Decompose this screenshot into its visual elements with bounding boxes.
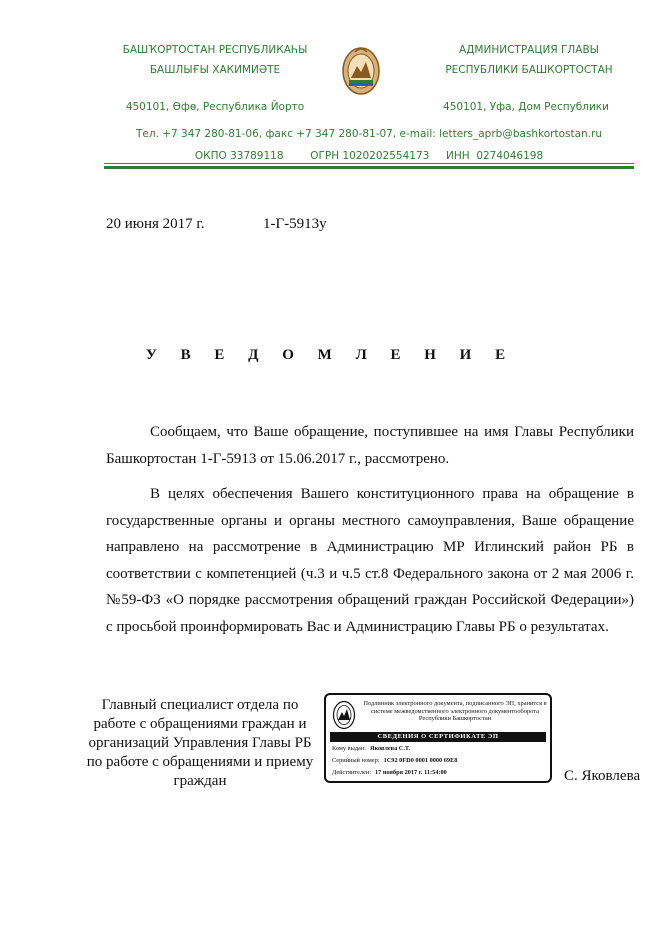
letterhead-codes: ОКПО 33789118 ОГРН 1020202554173 ИНН 0274046198 <box>194 150 544 162</box>
letterhead-left-line1: БАШҠОРТОСТАН РЕСПУБЛИКАҺЫ <box>122 44 308 56</box>
stamp-valid <box>332 769 447 777</box>
body-paragraph-1: Сообщаем, что Ваше обращение, поступившее на имя Главы Республики Башкортостан 1-Г-5913 от 15.06.2017 г., рассмотрено. <box>106 424 634 467</box>
letterhead-right-address: 450101, Уфа, Дом Республики <box>443 101 609 113</box>
letterhead-left-address: 450101, Өфө, Республика Йорто <box>125 101 305 113</box>
bashkortostan-emblem-icon <box>341 44 381 96</box>
document-body <box>106 419 634 649</box>
stamp-serial <box>332 757 457 765</box>
stamp-serial-value: 1С92 0FD0 0001 0000 69E8 <box>383 757 458 764</box>
body-paragraph-2: В целях обеспечения Вашего конституционного права на обращение в государственные органы и органы местного самоуправления, Ваше обращение направлено на рассмотрение в Администрацию МР Иглинский район РБ в соответствии с компетенцией (ч.3 и ч.5 ст.8 Федерального закона от 2 мая 2006 г. №59-ФЗ «О порядке рассмотрения обращений граждан Российской Федерации») с просьбой проинформировать Вас и Администрацию Главы РБ о результатах. <box>106 486 634 635</box>
electronic-signature-stamp <box>324 693 552 783</box>
document-title: У В Е Д О М Л Е Н И Е <box>145 347 516 363</box>
stamp-valid-label: Действителен: <box>332 769 372 776</box>
stamp-valid-value: 17 ноября 2017 г. 11:54:00 <box>375 769 447 776</box>
stamp-issued-to <box>332 745 410 753</box>
stamp-serial-label: Серийный номер: <box>332 757 380 764</box>
stamp-issued-to-label: Кому выдан: <box>332 745 366 752</box>
stamp-issued-to-value: Яковлева С.Т. <box>369 745 411 752</box>
letterhead-right-line2: РЕСПУБЛИКИ БАШКОРТОСТАН <box>445 64 613 76</box>
signer-name: С. Яковлева <box>564 768 641 784</box>
letterhead-divider-thick <box>104 166 634 169</box>
letterhead-right-line1: АДМИНИСТРАЦИЯ ГЛАВЫ <box>459 44 599 56</box>
stamp-note: Подлинник электронного документа, подписанного ЭП, хранится в системе межведомственного электронного документооборота Республики Башкортостан <box>363 700 547 723</box>
document-number: 1-Г-5913у <box>263 216 327 232</box>
letterhead-divider-thin <box>104 163 634 164</box>
letterhead-left-line2: БАШЛЫҒЫ ХАКИМИӘТЕ <box>149 64 281 76</box>
document-date: 20 июня 2017 г. <box>106 216 205 232</box>
signer-position: Главный специалист отдела по работе с обращениями граждан и организаций Управления Главы РБ по работе с обращениями и приему граждан <box>86 697 314 789</box>
letterhead-contacts: Тел. +7 347 280-81-06, факс +7 347 280-81-07, e-mail: letters_aprb@bashkortostan.ru <box>135 128 603 140</box>
stamp-emblem-icon <box>332 700 356 730</box>
stamp-banner: СВЕДЕНИЯ О СЕРТИФИКАТЕ ЭП <box>330 732 546 742</box>
